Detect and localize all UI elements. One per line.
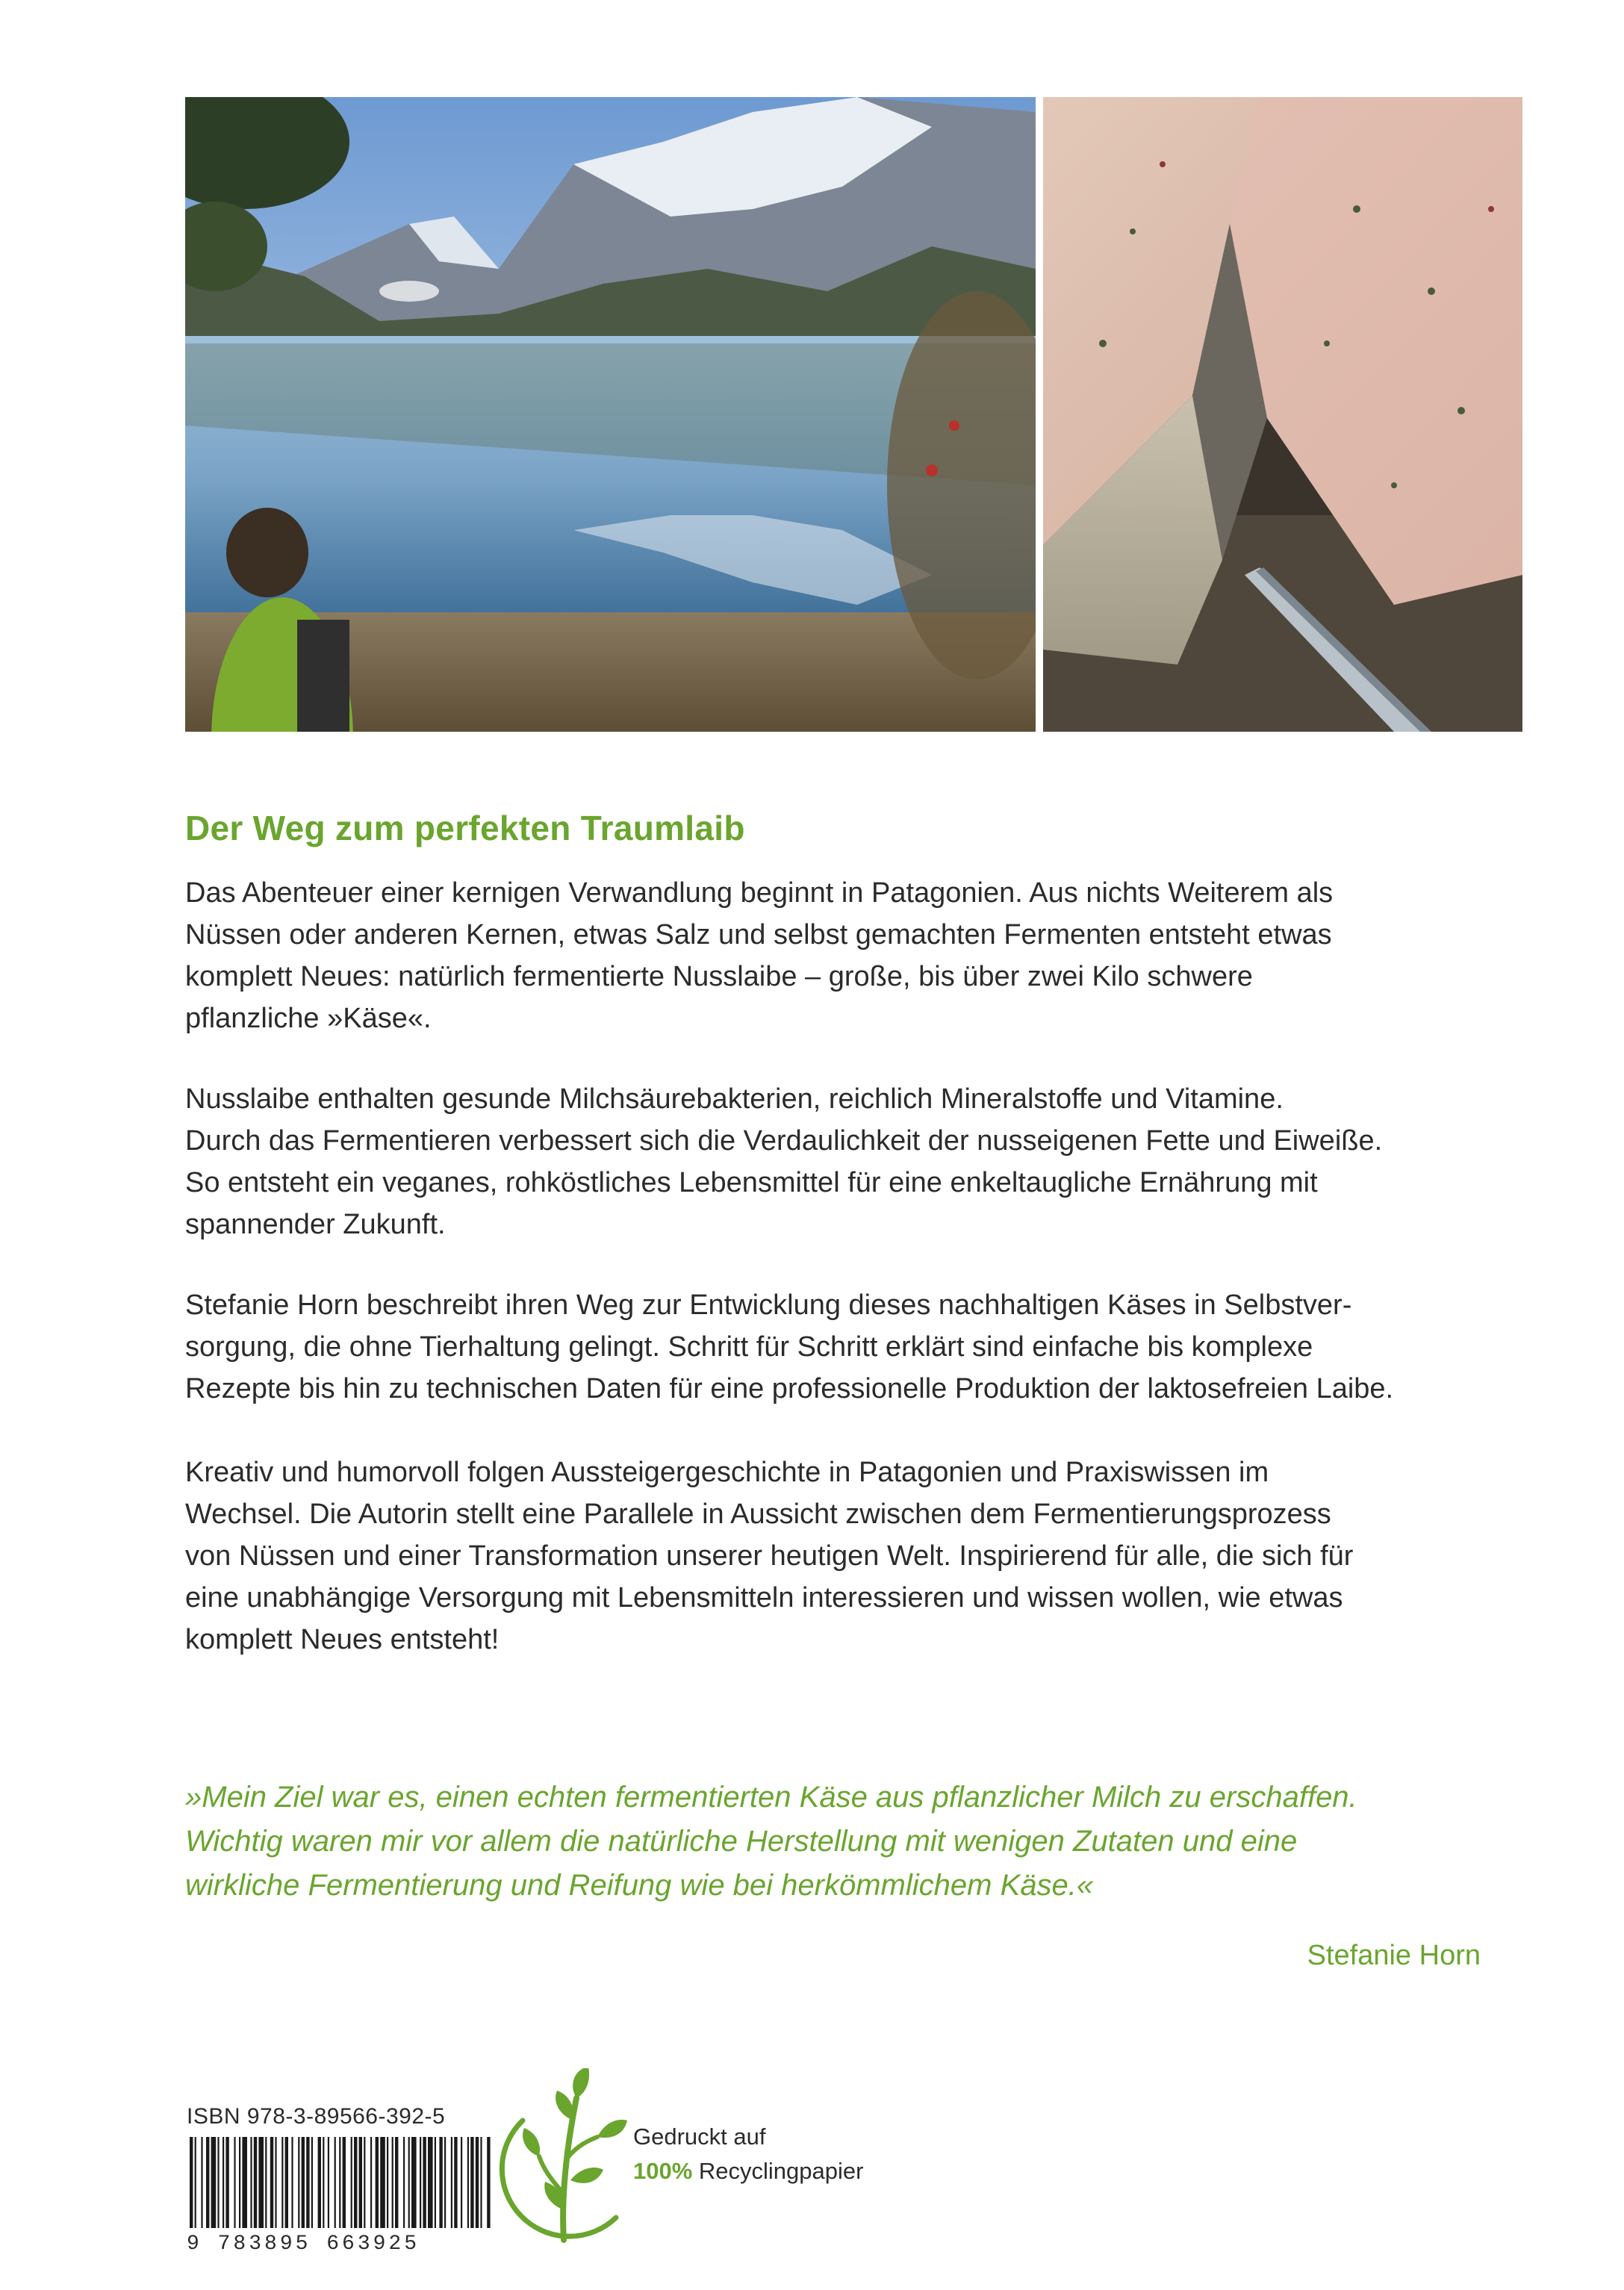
barcode-bar (403, 2137, 405, 2228)
barcode-bar (239, 2137, 240, 2228)
barcode-bar (306, 2137, 309, 2228)
paragraph-4 (185, 1452, 1499, 1661)
paragraph-3 (185, 1284, 1499, 1410)
barcode-bar (359, 2137, 362, 2228)
barcode-bar (275, 2137, 276, 2228)
barcode-bar (439, 2137, 442, 2228)
text-line: Durch das Fermentieren verbessert sich die Verdaulichkeit der nusseigenen Fette und Eiweiße. (185, 1125, 1383, 1157)
recycling-text-line2 (633, 2158, 863, 2185)
barcode-bar (461, 2137, 462, 2228)
text-line: Das Abenteuer einer kernigen Verwandlung beginnt in Patagonien. Aus nichts Weiterem als (185, 877, 1334, 909)
quote-author: Stefanie Horn (1307, 1940, 1481, 1971)
text-line: So entsteht ein veganes, rohköstliches Lebensmittel für eine enkeltaugliche Ernährung mit (185, 1167, 1318, 1198)
headline: Der Weg zum perfekten Traumlaib (185, 809, 745, 847)
barcode-bar (392, 2137, 393, 2228)
barcode-bar (339, 2137, 340, 2228)
barcode-bar (270, 2137, 273, 2228)
barcode-bar (408, 2137, 410, 2228)
plant-sprout-icon (493, 2068, 635, 2255)
barcode-bar (242, 2137, 247, 2228)
barcode-bar (435, 2137, 436, 2228)
text-line: Wechsel. Die Autorin stellt eine Parallele in Aussicht zwischen dem Fermentierungsprozess (185, 1499, 1331, 1530)
cheese-photo-illustration (1043, 97, 1522, 732)
barcode-bar (234, 2137, 235, 2228)
barcode-bar (223, 2137, 224, 2228)
text-line: Nusslaibe enthalten gesunde Milchsäurebakterien, reichlich Mineralstoffe und Vitamine. (185, 1083, 1284, 1115)
barcode-bar (328, 2137, 329, 2228)
text-line: eine unabhängige Versorgung mit Lebensmitteln interessieren und wissen wollen, wie etwas (185, 1582, 1343, 1614)
barcode-bar (323, 2137, 324, 2228)
barcode-bar (250, 2137, 252, 2228)
barcode-bar (380, 2137, 385, 2228)
barcode-bar (190, 2137, 193, 2228)
barcode-bar (254, 2137, 257, 2228)
text-line: sorgung, die ohne Tierhaltung gelingt. Schritt für Schritt erklärt sind einfache bis komplexe (185, 1331, 1313, 1363)
barcode-bar (354, 2137, 357, 2228)
barcode-bar (311, 2137, 313, 2228)
barcode-bar (201, 2137, 202, 2228)
cheese-photo (1043, 97, 1522, 732)
author-quote (185, 1776, 1522, 1908)
barcode-bar (370, 2137, 372, 2228)
barcode-bar (298, 2137, 299, 2228)
paragraph-2 (185, 1078, 1499, 1245)
barcode-bar (351, 2137, 352, 2228)
text-line: komplett Neues entsteht! (185, 1624, 500, 1655)
barcode-digits: 9 783895 663925 (187, 2233, 420, 2256)
barcode-bar (487, 2137, 490, 2228)
lake-mountain-photo (185, 97, 1036, 732)
quote-line: »Mein Ziel war es, einen echten fermentierten Käse aus pflanzlicher Milch zu erschaffen. (185, 1781, 1357, 1814)
barcode-bar (411, 2137, 417, 2228)
barcode-bar (480, 2137, 482, 2228)
recycling-percent: 100% (633, 2158, 693, 2184)
quote-line: wirkliche Fermentierung und Reifung wie bei herkömmlichem Käse.« (185, 1869, 1094, 1902)
barcode-bar (476, 2137, 479, 2228)
barcode-bar (265, 2137, 267, 2228)
barcode-bar (470, 2137, 473, 2228)
isbn-label: ISBN 978-3-89566-392-5 (187, 2104, 446, 2129)
barcode-bar (395, 2137, 398, 2228)
text-line: Kreativ und humorvoll folgen Aussteigergeschichte in Patagonien und Praxiswissen im (185, 1457, 1269, 1488)
barcode-bar (423, 2137, 426, 2228)
barcode-bar (225, 2137, 228, 2228)
recycling-paper-label: Recyclingpapier (692, 2158, 864, 2184)
paragraph-1 (185, 872, 1499, 1039)
barcode-bar (318, 2137, 321, 2228)
barcode-bar (285, 2137, 288, 2228)
recycling-text-line1: Gedruckt auf (633, 2123, 766, 2150)
barcode-bar (467, 2137, 469, 2228)
text-line: Rezepte bis hin zu technischen Daten für eine professionelle Produktion der laktosefreien Laibe. (185, 1373, 1394, 1404)
text-line: von Nüssen und einer Transformation unserer heutigen Welt. Inspirierend für alle, die sich für (185, 1540, 1354, 1572)
quote-line: Wichtig waren mir vor allem die natürliche Herstellung mit wenigen Zutaten und eine (185, 1825, 1298, 1858)
barcode-bar (335, 2137, 336, 2228)
barcode-bar (291, 2137, 293, 2228)
barcode-bar (444, 2137, 446, 2228)
barcode-bar (302, 2137, 305, 2228)
text-line: komplett Neues: natürlich fermentierte Nusslaibe – große, bis über zwei Kilo schwere (185, 961, 1253, 992)
barcode-bar (364, 2137, 365, 2228)
barcode-bar (376, 2137, 379, 2228)
text-line: spannender Zukunft. (185, 1209, 446, 1240)
barcode-bar (428, 2137, 433, 2228)
lake-photo-illustration (185, 97, 1036, 732)
barcode-bar (258, 2137, 264, 2228)
barcode-bar (195, 2137, 196, 2228)
barcode-bar (211, 2137, 217, 2228)
barcode-bar (451, 2137, 452, 2228)
text-line: Stefanie Horn beschreibt ihren Weg zur Entwicklung dieses nachhaltigen Käses in Selbstver- (185, 1289, 1352, 1321)
text-line: Nüssen oder anderen Kernen, etwas Salz und selbst gemachten Fermenten entsteht etwas (185, 919, 1332, 950)
barcode-bar (343, 2137, 346, 2228)
barcode-bar (206, 2137, 209, 2228)
barcode-bar (281, 2137, 283, 2228)
barcode-bar (217, 2137, 219, 2228)
barcode-bar (454, 2137, 457, 2228)
barcode-bar (387, 2137, 388, 2228)
barcode-bar (420, 2137, 421, 2228)
barcode-icon (187, 2137, 494, 2228)
text-line: pflanzliche »Käse«. (185, 1003, 432, 1034)
